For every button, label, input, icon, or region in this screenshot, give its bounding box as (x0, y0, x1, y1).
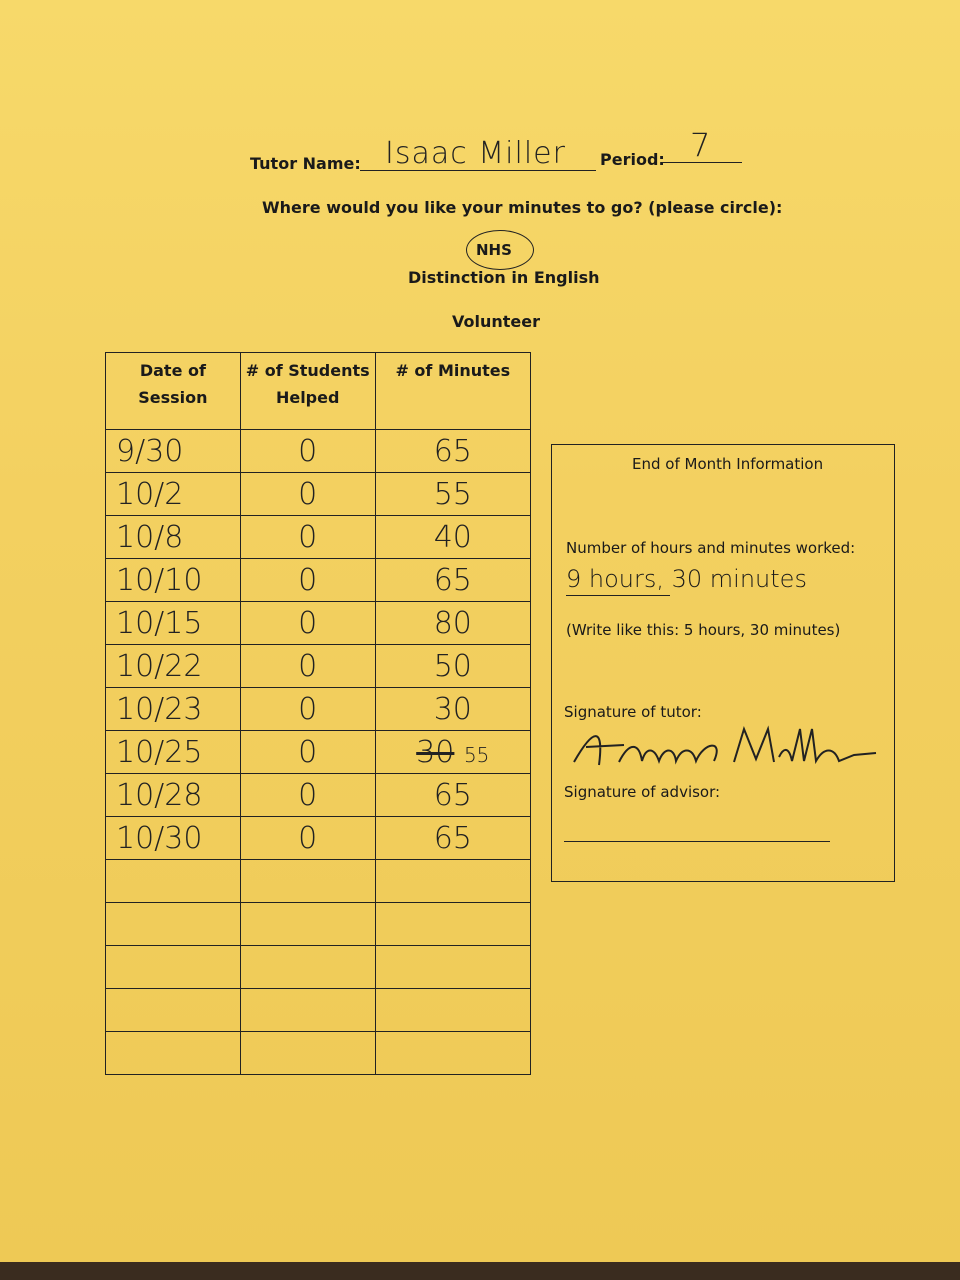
tutor-name-line (360, 170, 596, 171)
empty-row (106, 903, 531, 946)
advisor-signature-label: Signature of advisor: (564, 783, 721, 801)
tutor-name-label: Tutor Name: (250, 154, 361, 173)
period-value: 7 (690, 126, 711, 164)
row-minutes: 65 (375, 817, 530, 860)
row-students: 0 (240, 688, 375, 731)
tutor-name-value: Isaac Miller (385, 136, 566, 171)
row-date: 10/23 (106, 688, 241, 731)
empty-row (106, 1032, 531, 1075)
row-students: 0 (240, 731, 375, 774)
row-date: 10/28 (106, 774, 241, 817)
tutor-signature (564, 717, 884, 777)
minutes-destination-question: Where would you like your minutes to go? (please circle): (262, 198, 783, 217)
hours-worked-label: Number of hours and minutes worked: (566, 539, 856, 557)
corrected-minutes: 55 (463, 742, 490, 767)
struck-minutes: 30 (416, 734, 455, 770)
row-date: 10/2 (106, 473, 241, 516)
row-students: 0 (240, 559, 375, 602)
row-date: 10/15 (106, 602, 241, 645)
row-minutes: 80 (375, 602, 530, 645)
table-row (106, 516, 531, 559)
column-header-date: Date of Session (106, 353, 241, 430)
row-minutes: 30 (375, 688, 530, 731)
row-minutes: 65 (375, 774, 530, 817)
tutor-signature-label: Signature of tutor: (564, 703, 702, 721)
row-minutes: 55 (375, 473, 530, 516)
column-header-minutes: # of Minutes (375, 353, 530, 430)
row-date: 10/30 (106, 817, 241, 860)
row-students: 0 (240, 645, 375, 688)
table-row (106, 774, 531, 817)
table-row (106, 602, 531, 645)
table-surface (0, 1262, 960, 1280)
period-line (662, 162, 742, 163)
empty-row (106, 860, 531, 903)
table-row (106, 688, 531, 731)
row-date: 10/25 (106, 731, 241, 774)
row-date: 10/8 (106, 516, 241, 559)
advisor-signature-line (564, 841, 830, 842)
table-row (106, 645, 531, 688)
option-nhs: NHS (476, 241, 512, 259)
row-students: 0 (240, 516, 375, 559)
empty-row (106, 989, 531, 1032)
empty-row (106, 946, 531, 989)
row-minutes-corrected (375, 731, 530, 774)
end-of-month-title: End of Month Information (632, 455, 824, 473)
row-minutes: 65 (375, 430, 530, 473)
table-row (106, 430, 531, 473)
option-volunteer: Volunteer (452, 312, 541, 331)
row-minutes: 40 (375, 516, 530, 559)
row-date: 9/30 (106, 430, 241, 473)
row-minutes: 65 (375, 559, 530, 602)
table-row (106, 731, 531, 774)
row-students: 0 (240, 602, 375, 645)
row-minutes: 50 (375, 645, 530, 688)
row-students: 0 (240, 430, 375, 473)
table-row (106, 559, 531, 602)
hours-format-hint: (Write like this: 5 hours, 30 minutes) (566, 621, 841, 639)
row-date: 10/10 (106, 559, 241, 602)
row-students: 0 (240, 817, 375, 860)
option-distinction-in-english: Distinction in English (408, 268, 600, 287)
hours-worked-value: 9 hours, 30 minutes (566, 565, 807, 593)
session-log-table (105, 352, 531, 1075)
end-of-month-box (551, 444, 895, 882)
column-header-students: # of Students Helped (240, 353, 375, 430)
period-label: Period: (600, 150, 665, 169)
row-students: 0 (240, 774, 375, 817)
row-date: 10/22 (106, 645, 241, 688)
table-row (106, 473, 531, 516)
row-students: 0 (240, 473, 375, 516)
hours-underline (566, 595, 670, 596)
table-row (106, 817, 531, 860)
